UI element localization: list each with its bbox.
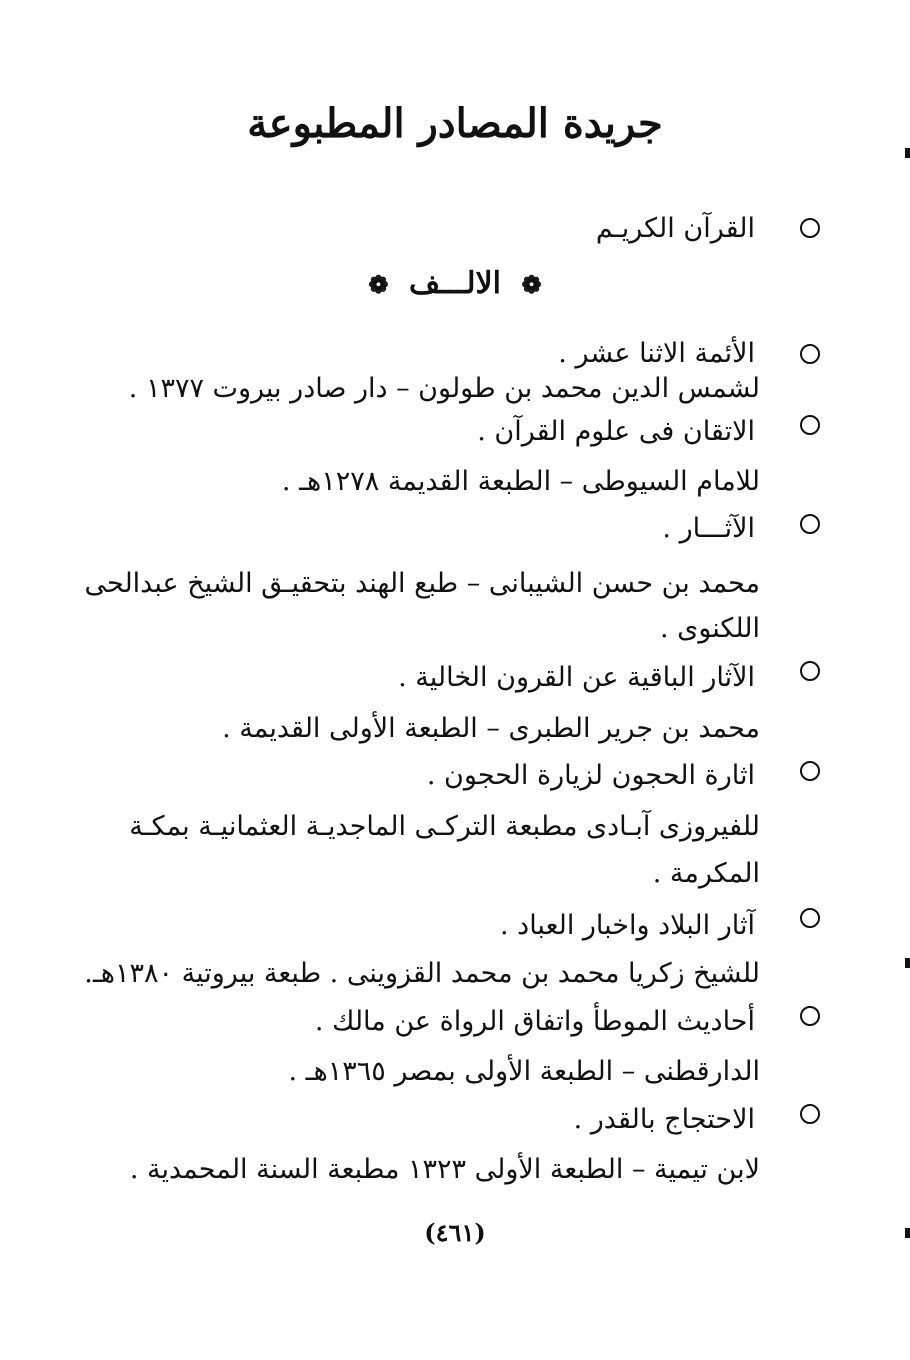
entry-detail: للشيخ زكريا محمد بن محمد القزوينى . طبعة بيروتية ١٣٨٠هـ. <box>84 958 760 989</box>
entry-title: اثارة الحجون لزيارة الحجون . <box>426 760 755 791</box>
bullet-circle <box>800 908 820 928</box>
ornament-left-icon: ❁ <box>368 270 389 299</box>
bullet-circle <box>800 415 820 435</box>
entry-detail: لشمس الدين محمد بن طولون – دار صادر بيروت ١٣٧٧ . <box>128 373 760 404</box>
bullet-circle <box>800 661 820 681</box>
entry-title: الآثـــار . <box>662 513 755 544</box>
section-heading <box>0 258 910 311</box>
entry-title: الاحتجاج بالقدر . <box>573 1104 755 1135</box>
scan-edge-mark <box>905 1228 910 1238</box>
entry-detail: لابن تيمية – الطبعة الأولى ١٣٢٣ مطبعة السنة المحمدية . <box>129 1154 760 1185</box>
bullet-circle <box>800 761 820 781</box>
entry-title: آثار البلاد واخبار العباد . <box>500 910 755 941</box>
entry-detail: للامام السيوطى – الطبعة القديمة ١٢٧٨هـ . <box>281 466 760 497</box>
page-number: (٤٦١) <box>424 1218 486 1247</box>
section-heading-text: الالـــف <box>408 266 501 301</box>
entry-title: أحاديث الموطأ واتفاق الرواة عن مالك . <box>314 1006 755 1037</box>
bullet-circle <box>800 344 820 364</box>
entry-title: الأئمة الاثنا عشر . <box>558 338 755 369</box>
entry-detail: المكرمة . <box>652 858 760 889</box>
ornament-right-icon: ❁ <box>521 270 542 299</box>
entry-detail: محمد بن حسن الشيبانى – طبع الهند بتحقيـق الشيخ عبدالحى <box>84 568 760 599</box>
entry-detail: للفيروزى آبـادى مطبعة التركـى الماجديـة العثمانيـة بمكـة <box>129 811 760 842</box>
scan-edge-mark <box>905 958 910 968</box>
page-title: جريدة المصادر المطبوعة <box>247 100 663 147</box>
bullet-circle <box>800 1104 820 1124</box>
entry-title-quran: القرآن الكريـم <box>595 213 755 244</box>
entry-detail: محمد بن جرير الطبرى – الطبعة الأولى القديمة . <box>222 713 760 744</box>
entry-detail: اللكنوى . <box>660 613 760 644</box>
entry-title: الاتقان فى علوم القرآن . <box>477 416 755 447</box>
bullet-circle <box>800 1006 820 1026</box>
scan-edge-mark <box>905 148 910 158</box>
entry-title: الآثار الباقية عن القرون الخالية . <box>398 662 755 693</box>
bullet-circle <box>800 218 820 238</box>
entry-detail: الدارقطنى – الطبعة الأولى بمصر ١٣٦٥هـ . <box>288 1056 760 1087</box>
bullet-circle <box>800 514 820 534</box>
